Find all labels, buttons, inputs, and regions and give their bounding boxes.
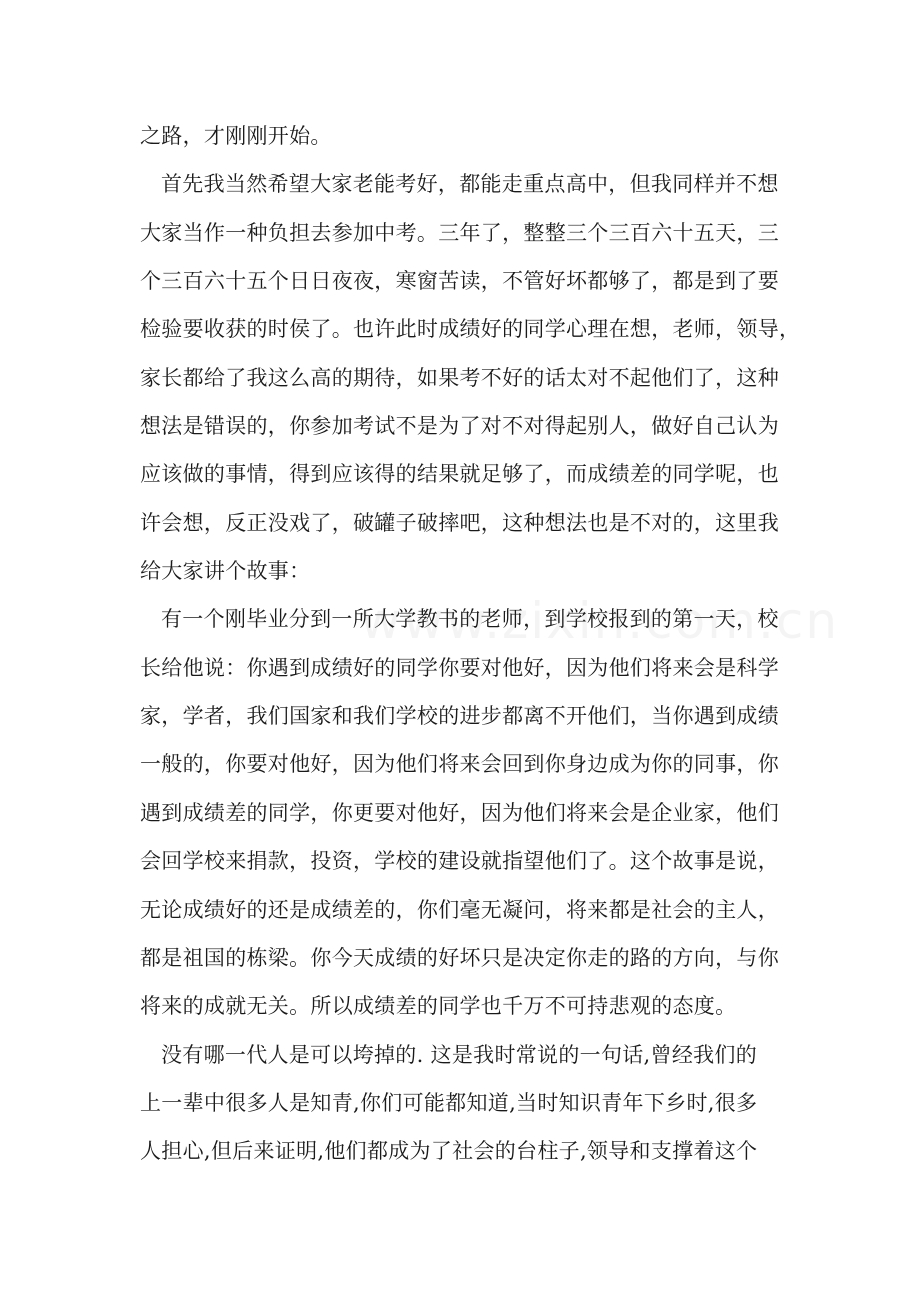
text-line: 家长都给了我这么高的期待，如果考不好的话太对不起他们了，这种	[140, 365, 779, 390]
text-line: 长给他说：你遇到成绩好的同学你要对他好，因为他们将来会是科学	[140, 655, 779, 680]
text-line: 个三百六十五个日日夜夜，寒窗苦读，不管好坏都够了，都是到了要	[140, 269, 779, 294]
text-line: 都是祖国的栋梁。你今天成绩的好坏只是决定你走的路的方向，与你	[140, 945, 779, 970]
paragraph-first-line: 没有哪一代人是可以垮掉的. 这是我时常说的一句话,曾经我们的	[161, 1042, 758, 1067]
text-line: 许会想，反正没戏了，破罐子破摔吧，这种想法也是不对的，这里我	[140, 510, 779, 535]
text-line: 一般的，你要对他好，因为他们将来会回到你身边成为你的同事，你	[140, 752, 779, 777]
text-line: 应该做的事情，得到应该得的结果就足够了，而成绩差的同学呢，也	[140, 462, 779, 487]
text-line: 遇到成绩差的同学，你更要对他好，因为他们将来会是企业家，他们	[140, 800, 779, 825]
paragraph-first-line: 首先我当然希望大家老能考好，都能走重点高中，但我同样并不想	[161, 172, 779, 197]
text-line: 人担心,但后来证明,他们都成为了社会的台柱子,领导和支撑着这个	[140, 1139, 758, 1164]
text-line: 无论成绩好的还是成绩差的，你们毫无凝问，将来都是社会的主人，	[140, 897, 779, 922]
text-line: 家，学者，我们国家和我们学校的进步都离不开他们，当你遇到成绩	[140, 704, 779, 729]
paragraph-first-line: 有一个刚毕业分到一所大学教书的老师，到学校报到的第一天，校	[161, 607, 779, 632]
text-line: 之路，才刚刚开始。	[140, 124, 332, 148]
text-line: 会回学校来捐款，投资，学校的建设就指望他们了。这个故事是说，	[140, 849, 779, 874]
document-body	[140, 112, 801, 1176]
text-line: 上一辈中很多人是知青,你们可能都知道,当时知识青年下乡时,很多	[140, 1090, 758, 1115]
text-line: 将来的成就无关。所以成绩差的同学也千万不可持悲观的态度。	[140, 994, 737, 1019]
text-line: 想法是错误的，你参加考试不是为了对不对得起别人，做好自己认为	[140, 414, 779, 439]
text-line: 给大家讲个故事：	[140, 559, 311, 584]
text-line: 大家当作一种负担去参加中考。三年了，整整三个三百六十五天，三	[140, 220, 779, 245]
text-line: 检验要收获的时侯了。也许此时成绩好的同学心理在想，老师，领导，	[140, 317, 801, 342]
